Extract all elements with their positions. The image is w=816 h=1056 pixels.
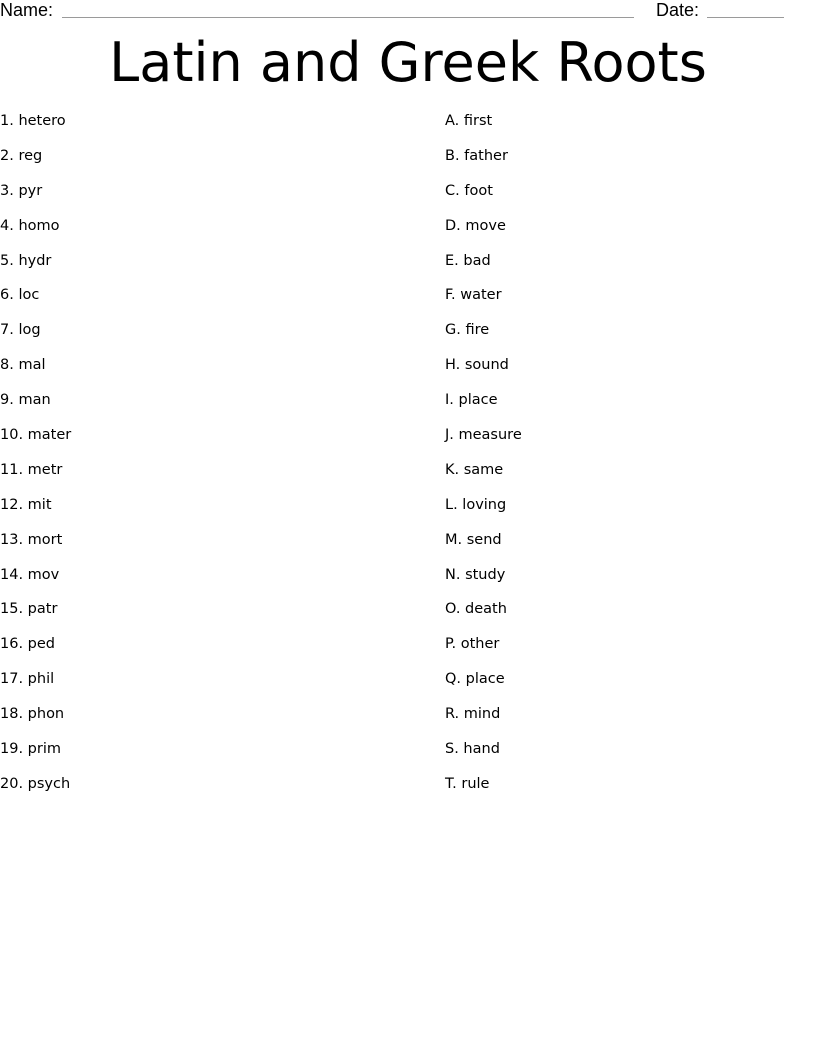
root-item: 7. log bbox=[0, 322, 41, 339]
meaning-item: R. mind bbox=[445, 706, 501, 723]
name-blank-line[interactable] bbox=[62, 17, 634, 18]
meaning-item: H. sound bbox=[445, 357, 509, 374]
root-item: 6. loc bbox=[0, 287, 40, 304]
meaning-item: K. same bbox=[445, 461, 504, 478]
meaning-item: F. water bbox=[445, 287, 502, 304]
name-label: Name: bbox=[0, 0, 54, 20]
roots-list bbox=[0, 111, 71, 809]
root-item: 9. man bbox=[0, 392, 51, 409]
meanings-list bbox=[445, 111, 522, 809]
date-label: Date: bbox=[656, 0, 700, 20]
meaning-item: Q. place bbox=[445, 671, 505, 688]
meaning-item: O. death bbox=[445, 601, 507, 618]
meaning-item: A. first bbox=[445, 113, 493, 129]
meaning-item: B. father bbox=[445, 147, 508, 164]
root-item: 16. ped bbox=[0, 636, 55, 653]
root-item: 18. phon bbox=[0, 706, 65, 723]
header-row bbox=[0, 0, 816, 22]
root-item: 2. reg bbox=[0, 147, 43, 164]
meaning-item: C. foot bbox=[445, 182, 493, 199]
meaning-item: J. measure bbox=[445, 427, 522, 444]
root-item: 12. mit bbox=[0, 496, 52, 513]
root-item: 5. hydr bbox=[0, 252, 52, 269]
meaning-item: I. place bbox=[445, 392, 498, 409]
meaning-item: G. fire bbox=[445, 322, 490, 339]
root-item: 20. psych bbox=[0, 775, 71, 792]
root-item: 3. pyr bbox=[0, 182, 43, 199]
meaning-item: D. move bbox=[445, 217, 506, 234]
meaning-item: N. study bbox=[445, 566, 506, 583]
meaning-item: E. bad bbox=[445, 252, 491, 269]
root-item: 8. mal bbox=[0, 357, 46, 374]
meaning-item: L. loving bbox=[445, 496, 507, 513]
root-item: 19. prim bbox=[0, 741, 61, 758]
root-item: 10. mater bbox=[0, 427, 72, 444]
meaning-item: S. hand bbox=[445, 741, 500, 758]
worksheet-title: Latin and Greek Roots bbox=[109, 31, 707, 94]
root-item: 4. homo bbox=[0, 217, 60, 234]
root-item: 17. phil bbox=[0, 671, 55, 688]
root-item: 14. mov bbox=[0, 566, 60, 583]
meaning-item: P. other bbox=[445, 636, 500, 653]
meaning-item: M. send bbox=[445, 531, 502, 548]
root-item: 11. metr bbox=[0, 461, 63, 478]
meaning-item: T. rule bbox=[445, 775, 490, 792]
root-item: 15. patr bbox=[0, 601, 58, 618]
root-item: 1. hetero bbox=[0, 113, 66, 129]
root-item: 13. mort bbox=[0, 531, 63, 548]
date-blank-line[interactable] bbox=[707, 17, 784, 18]
